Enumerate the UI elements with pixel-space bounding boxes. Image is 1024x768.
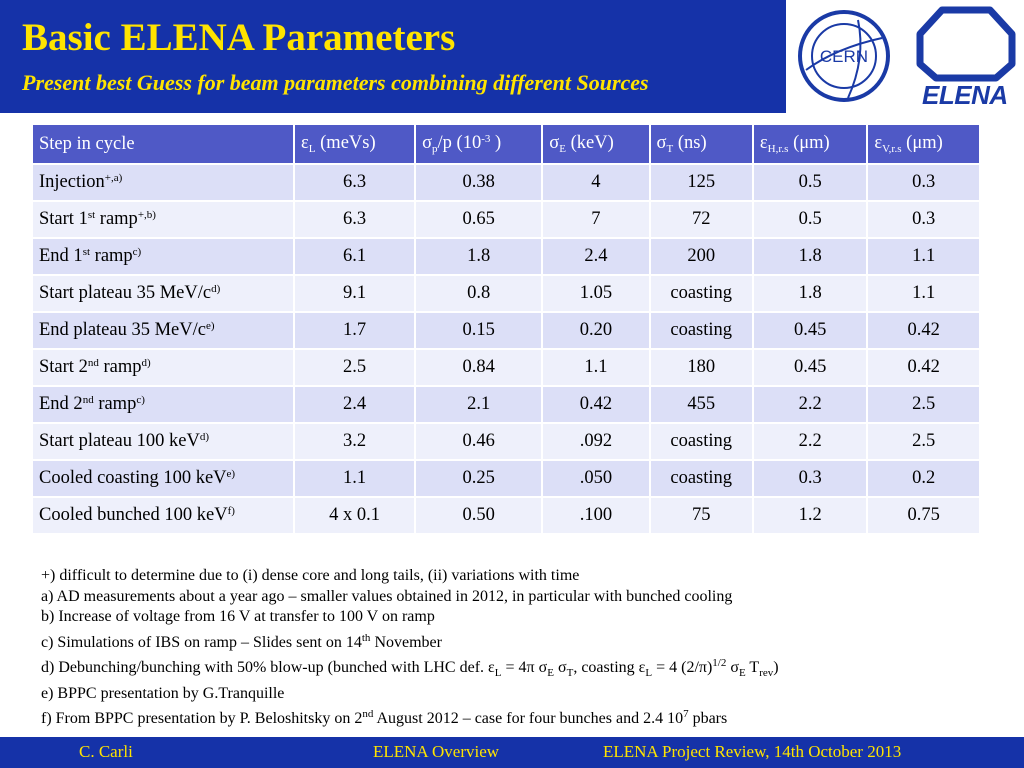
header-step: Step in cycle [32, 124, 294, 164]
cell-value: coasting [650, 460, 753, 497]
header-eps-v: $\varepsilon_{V,r.s}$ (μm) [867, 124, 980, 164]
table-header-row [32, 124, 980, 164]
cell-value: 0.5 [753, 164, 868, 201]
cell-value: 0.75 [867, 497, 980, 534]
note-c: c) Simulations of IBS on ramp – Slides sent on 14th November [41, 631, 442, 651]
cell-value: 4 x 0.1 [294, 497, 415, 534]
cell-step: Start plateau 35 MeV/$c^{d)}$ [32, 275, 294, 312]
cell-step: Cooled bunched 100 keV$^{f)}$ [32, 497, 294, 534]
cell-value: 0.42 [867, 349, 980, 386]
cell-value: 2.2 [753, 423, 868, 460]
cell-value: 0.2 [867, 460, 980, 497]
header-sigma-e: $\sigma_E$ (keV) [542, 124, 649, 164]
footer-author: C. Carli [79, 742, 133, 761]
footer-title: ELENA Overview [373, 742, 500, 761]
table-row [32, 386, 980, 423]
note-e: e) BPPC presentation by G.Tranquille [41, 684, 285, 702]
cell-value: 1.05 [542, 275, 649, 312]
cell-value: 0.5 [753, 201, 868, 238]
cell-value: coasting [650, 312, 753, 349]
table-row [32, 460, 980, 497]
cell-value: 0.25 [415, 460, 542, 497]
cell-value: 0.42 [542, 386, 649, 423]
cell-value: 1.1 [867, 238, 980, 275]
cell-value: 0.3 [867, 164, 980, 201]
cell-value: 0.15 [415, 312, 542, 349]
cell-value: 2.4 [294, 386, 415, 423]
cell-value: 0.46 [415, 423, 542, 460]
cell-value: 0.42 [867, 312, 980, 349]
cell-value: 0.38 [415, 164, 542, 201]
table-row [32, 201, 980, 238]
cell-value: 72 [650, 201, 753, 238]
cell-value: 0.3 [753, 460, 868, 497]
cell-value: 0.50 [415, 497, 542, 534]
cell-value: 0.45 [753, 349, 868, 386]
cell-value: 2.5 [867, 423, 980, 460]
cell-step: End 1st ramp$^{c)}$ [32, 238, 294, 275]
cell-value: 1.1 [867, 275, 980, 312]
cell-step: Cooled coasting 100 keV$^{e)}$ [32, 460, 294, 497]
footer-event: ELENA Project Review, 14th October 2013 [603, 742, 902, 761]
cell-value: 3.2 [294, 423, 415, 460]
note-f: f) From BPPC presentation by P. Beloshitsky on 2nd August 2012 – case for four bunches and 2.4 $10^7$ pbars [41, 708, 728, 727]
header-eps-l: $\varepsilon_L$ (meVs) [294, 124, 415, 164]
header-sigma-p: $\sigma_p/p$ ($10^{-3}$ ) [415, 124, 542, 164]
cell-value: 200 [650, 238, 753, 275]
cell-step: End 2nd ramp$^{c)}$ [32, 386, 294, 423]
slide-title: Basic ELENA Parameters [22, 16, 456, 59]
cell-value: 1.8 [415, 238, 542, 275]
cell-value: 6.1 [294, 238, 415, 275]
cell-value: 75 [650, 497, 753, 534]
cell-value: 7 [542, 201, 649, 238]
cell-value: .050 [542, 460, 649, 497]
table-row [32, 423, 980, 460]
note-d: d) Debunching/bunching with 50% blow-up (bunched with LHC def. $\varepsilon_L = 4\pi$ $\sigma_E$ $\sigma_T$, coasting $\varepsilon_L = 4$ $(2/\pi)^{1/2}$ $\sigma_E$ $T_{rev}$) [41, 657, 779, 679]
cell-value: 0.65 [415, 201, 542, 238]
table-row [32, 164, 980, 201]
cell-value: 1.8 [753, 275, 868, 312]
cell-value: 2.2 [753, 386, 868, 423]
header-sigma-t: $\sigma_T$ (ns) [650, 124, 753, 164]
header-eps-h: $\varepsilon_{H,r.s}$ (μm) [753, 124, 868, 164]
note-a: a) AD measurements about a year ago – smaller values obtained in 2012, in particular with bunched cooling [41, 587, 733, 605]
cell-value: coasting [650, 275, 753, 312]
cell-value: 1.8 [753, 238, 868, 275]
note-b: b) Increase of voltage from 16 V at transfer to 100 V on ramp [41, 608, 435, 625]
parameters-table [31, 123, 981, 535]
slide-subtitle: Present best Guess for beam parameters combining different Sources [22, 70, 649, 95]
footnotes [41, 566, 779, 730]
cern-logo-icon [796, 8, 892, 104]
cell-value: 1.1 [542, 349, 649, 386]
table-row [32, 312, 980, 349]
cell-value: 9.1 [294, 275, 415, 312]
cell-value: 2.5 [294, 349, 415, 386]
cell-value: 0.3 [867, 201, 980, 238]
cell-value: 2.5 [867, 386, 980, 423]
cell-value: .100 [542, 497, 649, 534]
cell-value: 1.1 [294, 460, 415, 497]
cell-step: Injection$^{+,a)}$ [32, 164, 294, 201]
cell-value: 0.84 [415, 349, 542, 386]
cell-value: 0.45 [753, 312, 868, 349]
cell-value: 2.1 [415, 386, 542, 423]
note-plus: +) difficult to determine due to (i) dense core and long tails, (ii) variations with time [41, 567, 580, 584]
table-row [32, 349, 980, 386]
cell-step: Start 2nd ramp$^{d)}$ [32, 349, 294, 386]
elena-logo-text: ELENA [922, 80, 1008, 110]
cell-value: 1.2 [753, 497, 868, 534]
cell-value: 125 [650, 164, 753, 201]
cell-value: 2.4 [542, 238, 649, 275]
cell-value: 0.8 [415, 275, 542, 312]
cell-value: 6.3 [294, 164, 415, 201]
cell-value: 4 [542, 164, 649, 201]
cell-step: Start 1st ramp$^{+,b)}$ [32, 201, 294, 238]
cell-step: End plateau 35 MeV/$c^{e)}$ [32, 312, 294, 349]
cell-value: 0.20 [542, 312, 649, 349]
cell-step: Start plateau 100 keV$^{d)}$ [32, 423, 294, 460]
svg-text:CERN: CERN [819, 47, 869, 66]
cell-value: 180 [650, 349, 753, 386]
cell-value: 1.7 [294, 312, 415, 349]
cell-value: 455 [650, 386, 753, 423]
table-row [32, 275, 980, 312]
table-row [32, 497, 980, 534]
slide-footer [0, 737, 1024, 768]
table-row [32, 238, 980, 275]
cell-value: 6.3 [294, 201, 415, 238]
cell-value: coasting [650, 423, 753, 460]
cell-value: .092 [542, 423, 649, 460]
